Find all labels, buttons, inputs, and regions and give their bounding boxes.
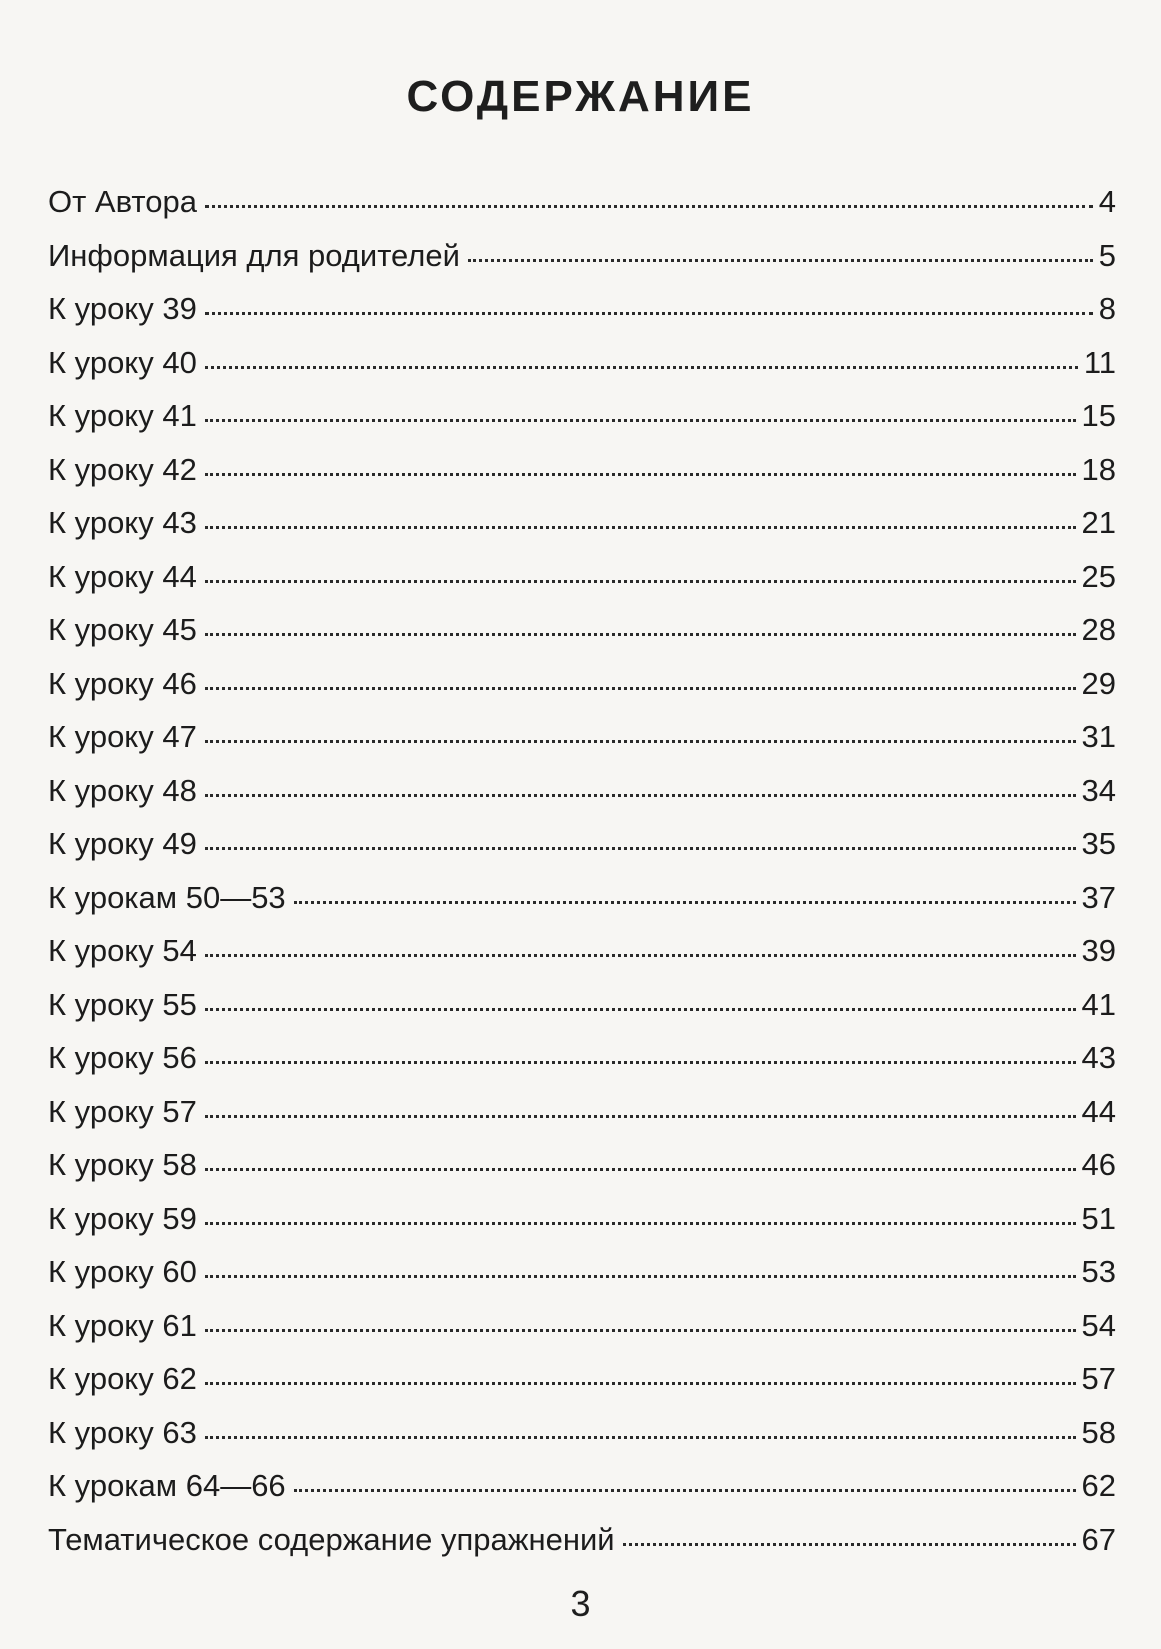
toc-entry xyxy=(48,1415,1116,1469)
dot-leader xyxy=(205,526,1076,529)
toc-entry-label: К уроку 48 xyxy=(48,772,197,808)
toc-entry xyxy=(48,238,1116,292)
toc-entry-label: К уроку 60 xyxy=(48,1254,197,1289)
toc-entry-page: 67 xyxy=(1081,1521,1116,1557)
toc-entry-label: К уроку 41 xyxy=(48,398,197,433)
toc-entry-label: К уроку 63 xyxy=(48,1414,197,1450)
dot-leader xyxy=(205,794,1076,797)
toc-entry-page: 54 xyxy=(1081,1307,1116,1343)
toc-entry-label: К уроку 43 xyxy=(48,505,197,540)
toc-entry xyxy=(48,1361,1116,1415)
toc-entry-label: К уроку 47 xyxy=(48,719,197,754)
toc-entry xyxy=(48,773,1116,827)
dot-leader xyxy=(205,1436,1076,1439)
toc-entry xyxy=(48,1522,1116,1576)
toc-entry-label: К уроку 40 xyxy=(48,344,197,380)
toc-entry-label: К урокам 64—66 xyxy=(48,1468,286,1503)
toc-entry-label: К уроку 57 xyxy=(48,1093,197,1129)
dot-leader xyxy=(205,954,1076,957)
toc-entry-label: К уроку 39 xyxy=(48,291,197,326)
toc-entry-label: К уроку 61 xyxy=(48,1307,197,1343)
dot-leader xyxy=(205,312,1093,315)
toc-entry-page: 5 xyxy=(1098,237,1116,273)
toc-entry-label: К уроку 49 xyxy=(48,826,197,861)
toc-entry-page: 57 xyxy=(1081,1361,1116,1396)
toc-entry-page: 4 xyxy=(1098,184,1116,219)
toc-entry xyxy=(48,826,1116,880)
dot-leader xyxy=(205,1008,1076,1011)
dot-leader xyxy=(205,633,1076,636)
toc-entry xyxy=(48,1254,1116,1308)
toc-entry-page: 37 xyxy=(1081,879,1116,915)
toc-entry-label: К уроку 55 xyxy=(48,986,197,1022)
toc-entry-page: 25 xyxy=(1081,558,1116,594)
toc-entry-page: 8 xyxy=(1098,291,1116,326)
dot-leader xyxy=(205,580,1076,583)
dot-leader xyxy=(205,1168,1076,1171)
toc-entry-label: К уроку 45 xyxy=(48,612,197,647)
toc-entry xyxy=(48,184,1116,238)
toc-entry-label: Информация для родителей xyxy=(48,237,460,273)
toc-entry-page: 31 xyxy=(1081,719,1116,754)
dot-leader xyxy=(205,1222,1076,1225)
toc-entry xyxy=(48,452,1116,506)
toc-entry-page: 39 xyxy=(1081,933,1116,968)
dot-leader xyxy=(205,1061,1076,1064)
toc-entry-page: 46 xyxy=(1081,1147,1116,1182)
dot-leader xyxy=(205,1382,1076,1385)
toc-entry-page: 28 xyxy=(1081,612,1116,647)
toc-entry xyxy=(48,345,1116,399)
toc-entry-label: К уроку 56 xyxy=(48,1040,197,1075)
dot-leader xyxy=(294,1489,1076,1492)
toc-entry xyxy=(48,1468,1116,1522)
toc-entry-label: К урокам 50—53 xyxy=(48,879,286,915)
toc-entry-label: К уроку 58 xyxy=(48,1147,197,1182)
toc-entry-label: От Автора xyxy=(48,184,197,219)
toc-entry xyxy=(48,398,1116,452)
toc-entry xyxy=(48,933,1116,987)
toc-entry xyxy=(48,1147,1116,1201)
dot-leader xyxy=(205,473,1076,476)
dot-leader xyxy=(205,847,1076,850)
page-number: 3 xyxy=(570,1583,591,1624)
dot-leader xyxy=(205,687,1076,690)
dot-leader xyxy=(205,1329,1076,1332)
toc-entry-page: 18 xyxy=(1081,451,1116,487)
toc-entry-page: 44 xyxy=(1081,1093,1116,1129)
dot-leader xyxy=(205,740,1076,743)
table-of-contents xyxy=(48,184,1116,1575)
toc-entry-page: 53 xyxy=(1081,1254,1116,1289)
toc-entry-label: К уроку 62 xyxy=(48,1361,197,1396)
toc-entry xyxy=(48,505,1116,559)
toc-entry-label: К уроку 42 xyxy=(48,451,197,487)
dot-leader xyxy=(294,901,1076,904)
toc-entry xyxy=(48,666,1116,720)
toc-entry-page: 62 xyxy=(1081,1468,1116,1503)
toc-entry-page: 29 xyxy=(1081,665,1116,701)
toc-entry xyxy=(48,719,1116,773)
toc-entry xyxy=(48,1201,1116,1255)
toc-entry xyxy=(48,1040,1116,1094)
toc-entry-page: 15 xyxy=(1081,398,1116,433)
toc-entry-page: 34 xyxy=(1081,772,1116,808)
page-title: СОДЕРЖАНИЕ xyxy=(406,72,755,121)
toc-entry xyxy=(48,291,1116,345)
toc-entry xyxy=(48,612,1116,666)
toc-entry-page: 35 xyxy=(1081,826,1116,861)
toc-entry-label: К уроку 59 xyxy=(48,1200,197,1236)
toc-entry-page: 58 xyxy=(1081,1414,1116,1450)
toc-entry xyxy=(48,880,1116,934)
toc-entry xyxy=(48,1094,1116,1148)
toc-entry-label: К уроку 44 xyxy=(48,558,197,594)
toc-entry-label: К уроку 46 xyxy=(48,665,197,701)
dot-leader xyxy=(623,1543,1076,1546)
dot-leader xyxy=(205,205,1093,208)
dot-leader xyxy=(205,1115,1076,1118)
dot-leader xyxy=(205,1275,1076,1278)
toc-entry-page: 21 xyxy=(1081,505,1116,540)
toc-entry-label: К уроку 54 xyxy=(48,933,197,968)
toc-entry-page: 11 xyxy=(1083,344,1116,380)
dot-leader xyxy=(205,419,1076,422)
dot-leader xyxy=(205,366,1078,369)
toc-entry xyxy=(48,1308,1116,1362)
toc-entry-page: 43 xyxy=(1081,1040,1116,1075)
toc-entry xyxy=(48,559,1116,613)
toc-entry-page: 51 xyxy=(1081,1200,1116,1236)
toc-entry-label: Тематическое содержание упражнений xyxy=(48,1521,615,1557)
dot-leader xyxy=(468,259,1093,262)
toc-entry xyxy=(48,987,1116,1041)
toc-entry-page: 41 xyxy=(1081,986,1116,1022)
